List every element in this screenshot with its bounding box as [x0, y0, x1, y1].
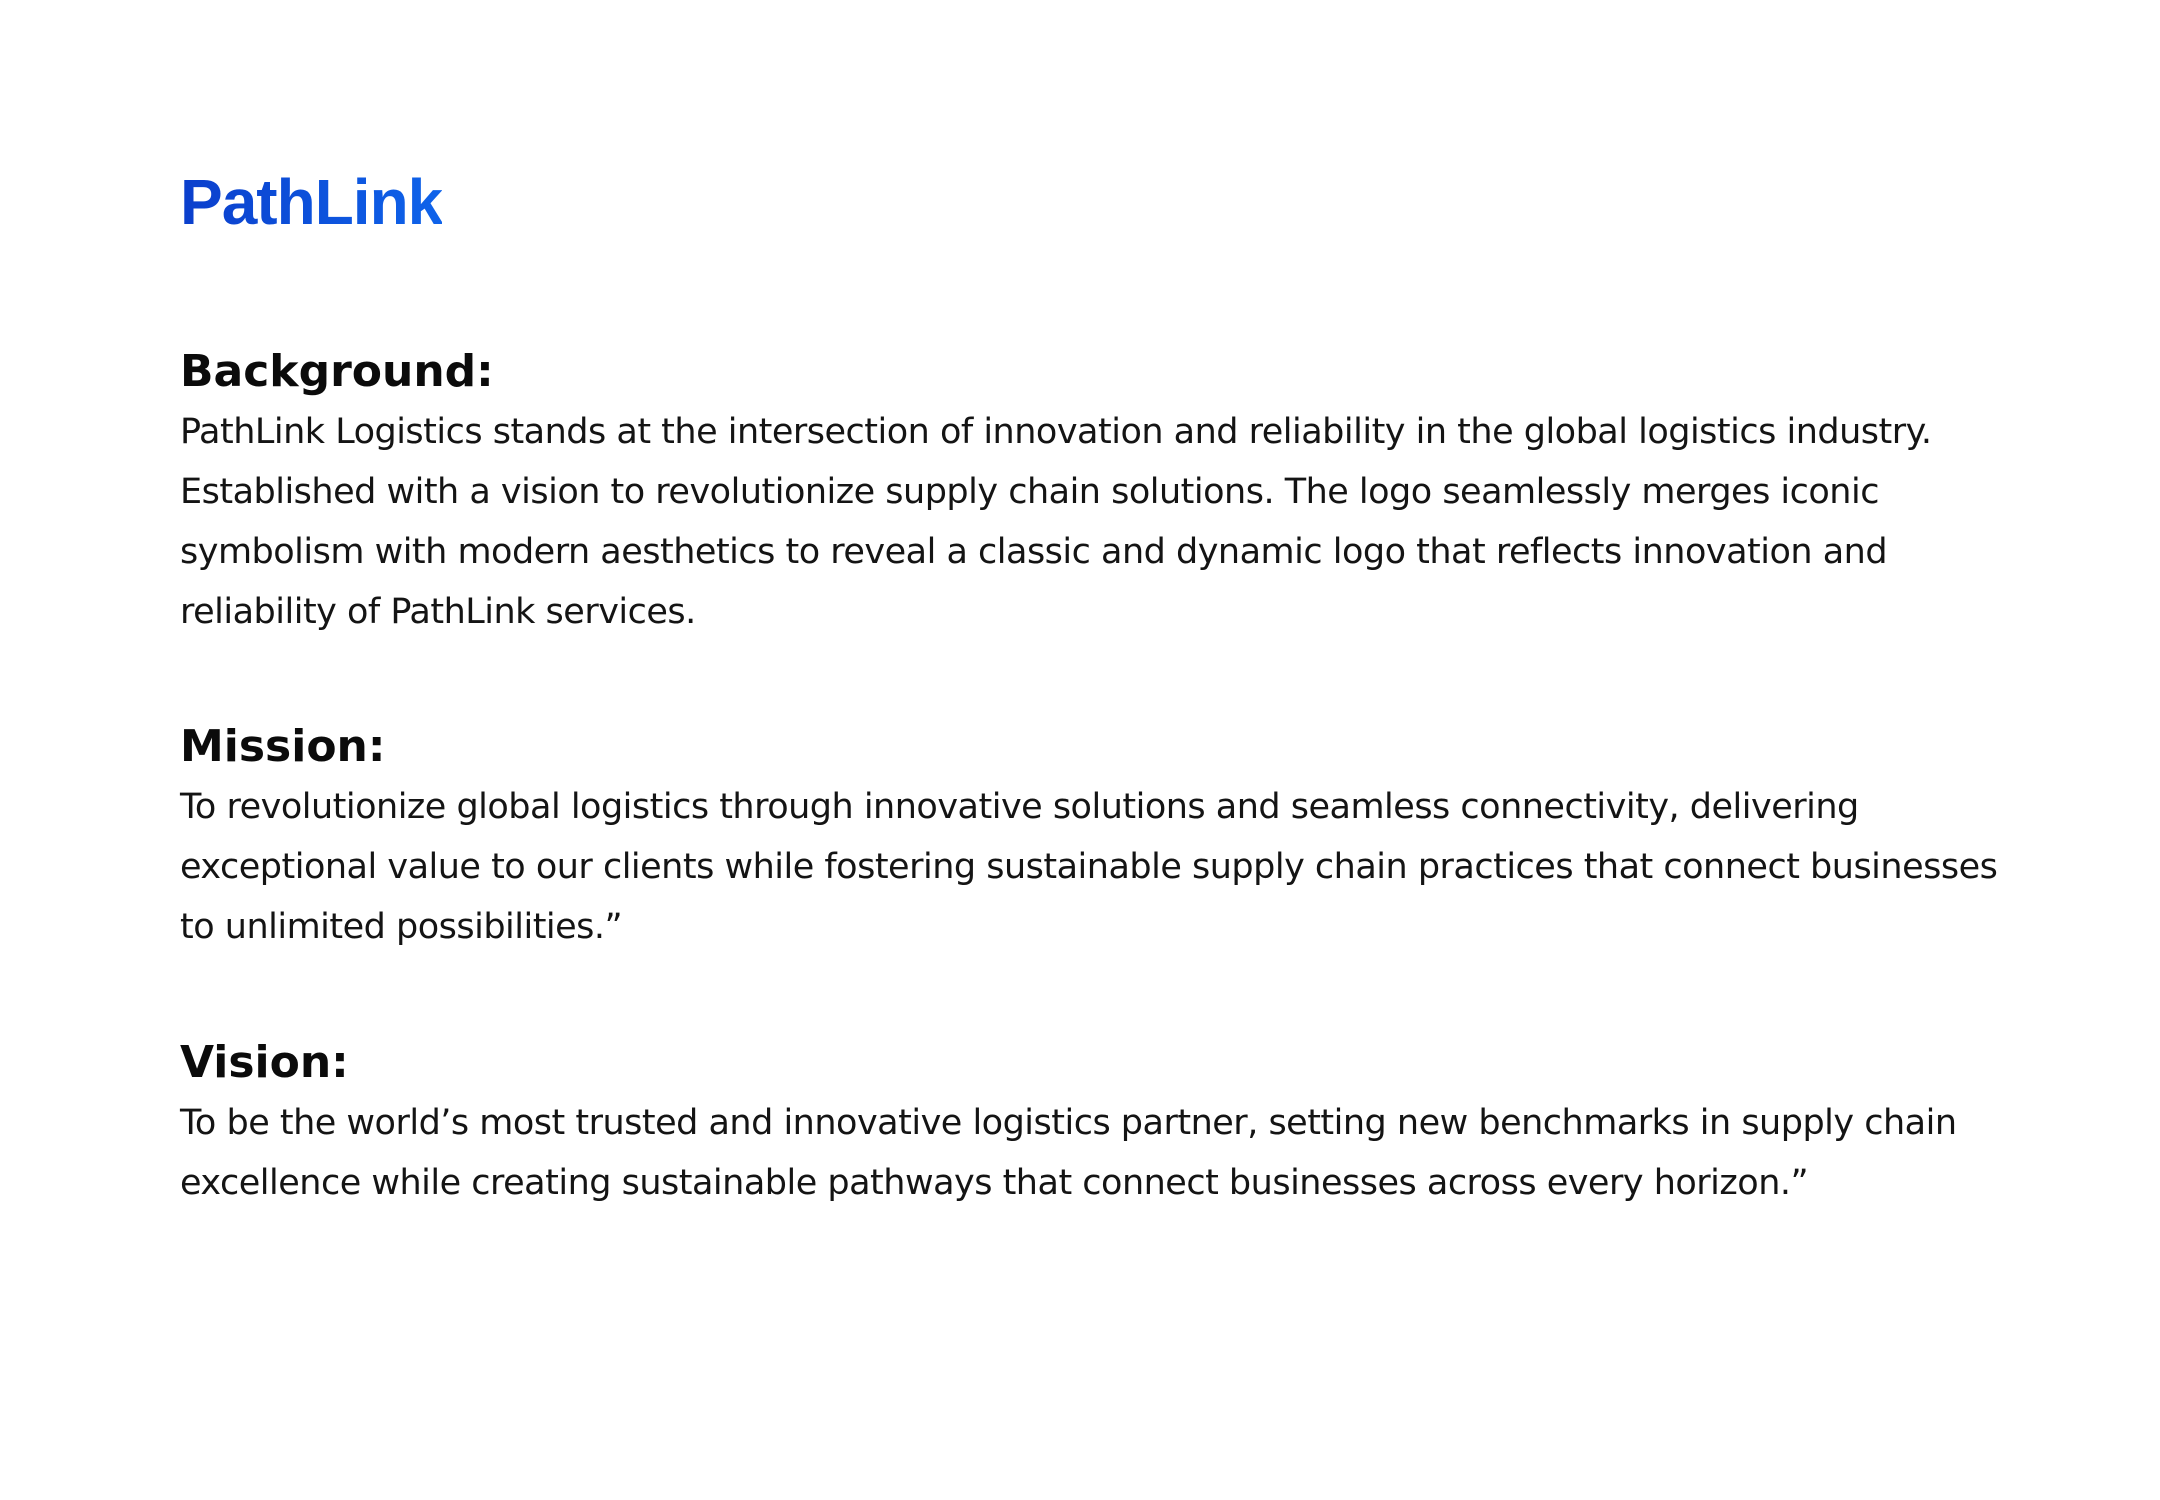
mission-heading: Mission:	[180, 721, 386, 772]
background-section	[180, 342, 2020, 642]
pathlink-logo: PathLink	[180, 166, 443, 238]
background-text: PathLink Logistics stands at the intersection of innovation and reliability in the global logistics industry. Established with a vision to revolutionize supply chain solutions. The logo seamlessly merges iconic symbolism with modern aesthetics to reveal a classic and dynamic logo that reflects innovation and reliability of PathLink services.	[180, 412, 1932, 632]
vision-heading: Vision:	[180, 1037, 349, 1088]
vision-text: To be the world’s most trusted and innovative logistics partner, setting new benchmarks in supply chain excellence while creating sustainable pathways that connect businesses across every horizon.”	[180, 1103, 1957, 1203]
background-heading: Background:	[180, 346, 494, 397]
mission-text: To revolutionize global logistics through innovative solutions and seamless connectivity, delivering exceptional value to our clients while fostering sustainable supply chain practices that connect businesses to unlimited possibilities.”	[180, 787, 1998, 947]
vision-section	[180, 1033, 2020, 1213]
mission-section	[180, 717, 2020, 957]
